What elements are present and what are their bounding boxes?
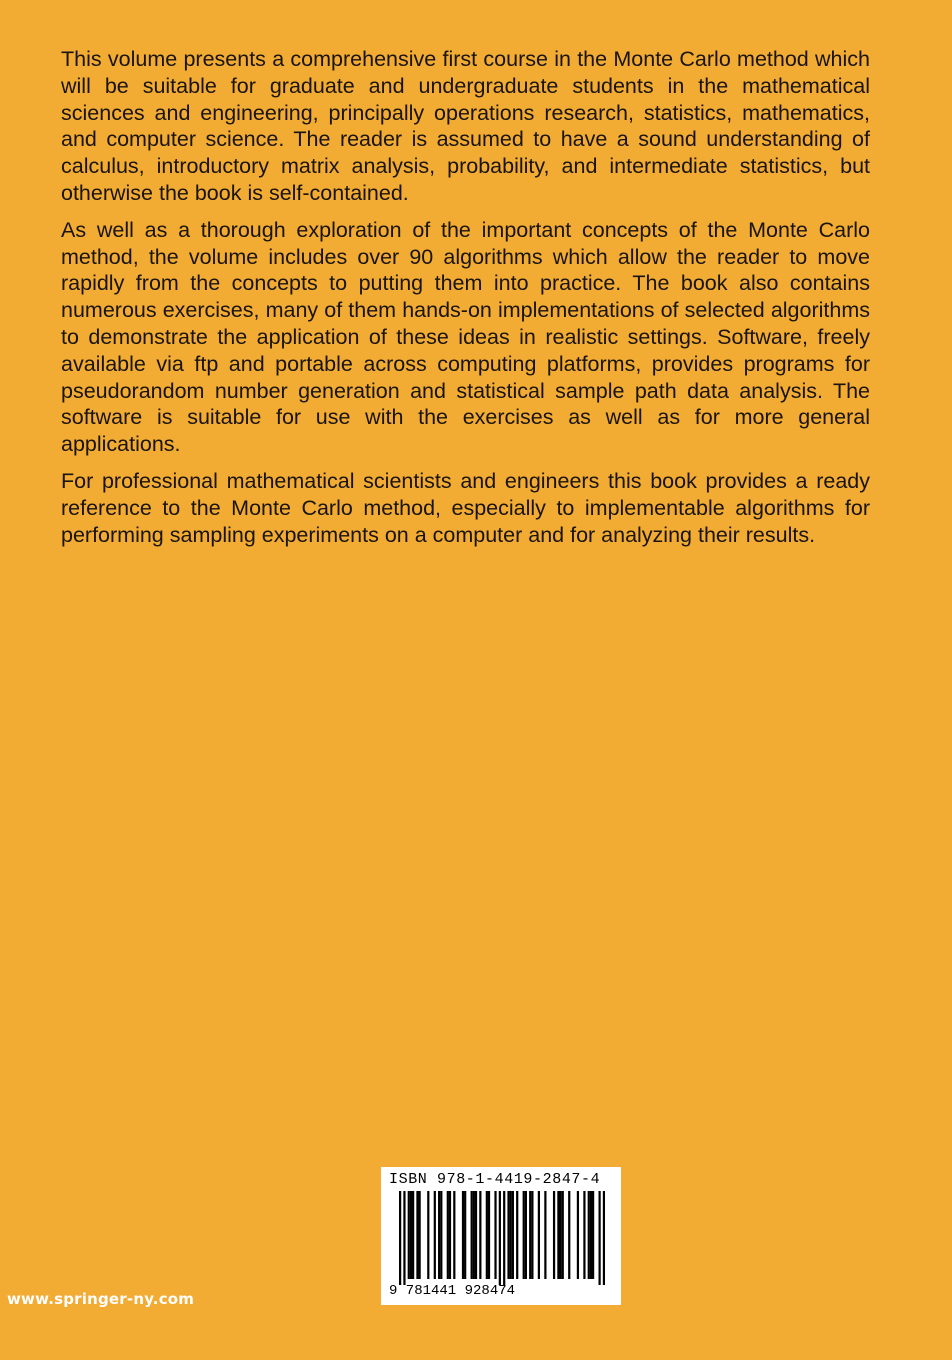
barcode-bar [427,1191,429,1279]
barcode-bar [577,1191,579,1279]
barcode-bar [553,1191,555,1279]
barcode-bar [592,1191,594,1279]
barcode-bar [510,1191,512,1279]
publisher-website: www.springer-ny.com [7,1290,195,1308]
barcode-bar [473,1191,475,1279]
barcode-bar [464,1191,466,1279]
barcode-bar [471,1191,473,1279]
isbn-barcode [381,1167,621,1305]
barcode-bar [507,1191,509,1279]
barcode-bar [588,1191,590,1279]
barcode-bar [598,1191,600,1285]
barcode-bar [453,1191,455,1279]
barcode-bars [399,1191,605,1285]
barcode-bar [399,1191,401,1285]
barcode-bar [488,1191,490,1279]
barcode-bar [438,1191,440,1279]
barcode-bar [410,1191,412,1279]
barcode-bar [447,1191,449,1279]
barcode-bar [529,1191,531,1279]
barcode-bar [603,1191,605,1285]
barcode-bar [525,1191,527,1279]
barcode-bar [557,1191,559,1279]
barcode-bar [403,1191,405,1285]
barcode-bar [531,1191,533,1279]
barcode-bar [499,1191,501,1285]
barcode-bar [434,1191,436,1279]
blurb-paragraph-1: This volume presents a comprehensive first course in the Monte Carlo method which will be suitable for graduate and undergraduate students in the mathematical sciences and engineering, principally operations research, statistics, mathematics, and computer science. The reader is assumed to have a sound understanding of calculus, introductory matrix analysis, probability, and intermediate statistics, but otherwise the book is self-contained. [61,47,870,205]
barcode-bar [440,1191,442,1279]
blurb-paragraph-3: For professional mathematical scientists and engineers this book provides a ready reference to the Monte Carlo method, especially to implementable algorithms for performing sampling experiments on a computer and for analyzing their results. [61,468,870,547]
barcode-bar [562,1191,564,1279]
barcode-bar [419,1191,421,1279]
barcode-bar [512,1191,514,1279]
barcode-bar [538,1191,540,1279]
barcode-bar [559,1191,561,1279]
barcode-bar [590,1191,592,1279]
ean-digits: 9 781441 928474 [389,1283,516,1299]
barcode-bar [503,1191,505,1285]
barcode-bar [523,1191,525,1279]
blurb-paragraph-2: As well as a thorough exploration of the important concepts of the Monte Carlo method, the volume includes over 90 algorithms which allow the reader to move rapidly from the concepts to putting them into practice. The book also contains numerous exercises, many of them hands-on implementations of selected algorithms to demonstrate the application of these ideas in realistic settings. Software, freely available via ftp and portable across computing platforms, provides programs for pseudorandom number generation and statistical sample path data analysis. The software is suitable for use with the exercises as well as for more general applications. [61,217,870,457]
barcode-bar [494,1191,496,1279]
barcode-bar [408,1191,410,1279]
barcode-bar [416,1191,418,1279]
barcode-bar [462,1191,464,1279]
barcode-bar [479,1191,481,1279]
barcode-bar [544,1191,546,1279]
back-cover-blurb [61,46,870,558]
barcode-bar [486,1191,488,1279]
barcode-bar [568,1191,570,1279]
barcode-bar [516,1191,518,1279]
barcode-bar [449,1191,451,1279]
isbn-label: ISBN 978-1-4419-2847-4 [389,1171,601,1188]
barcode-bar [583,1191,585,1279]
barcode-bar [412,1191,414,1279]
barcode-bar [475,1191,477,1279]
